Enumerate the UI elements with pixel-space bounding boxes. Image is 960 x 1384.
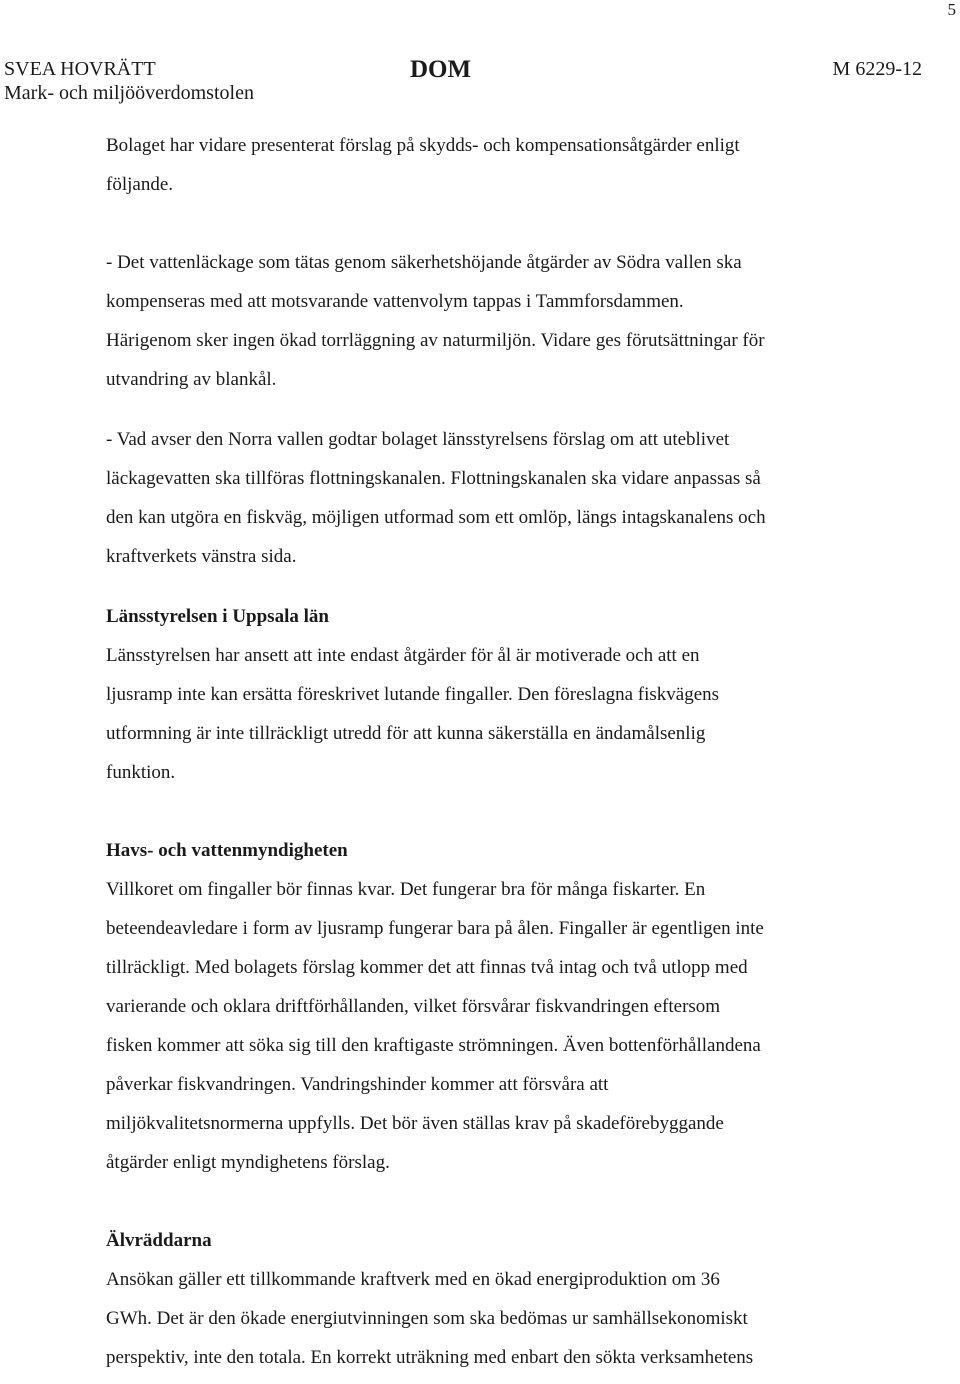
text-line: den kan utgöra en fiskväg, möjligen utformad som ett omlöp, längs intagskanalens och <box>106 507 766 528</box>
text-line: följande. <box>106 174 174 195</box>
text-line: Bolaget har vidare presenterat förslag på skydds- och kompensationsåtgärder enligt <box>106 135 740 156</box>
text-line: miljökvalitetsnormerna uppfylls. Det bör även ställas krav på skadeförebyggande <box>106 1113 724 1134</box>
text-line: läckagevatten ska tillföras flottningskanalen. Flottningskanalen ska vidare anpassas så <box>106 468 761 489</box>
intro-paragraph <box>106 126 906 204</box>
text-line: utformning är inte tillräckligt utredd för att kunna säkerställa en ändamålsenlig <box>106 723 706 744</box>
text-line: varierande och oklara driftförhållanden, vilket försvårar fiskvandringen eftersom <box>106 996 721 1017</box>
text-line: ljusramp inte kan ersätta föreskrivet lutande fingaller. Den föreslagna fiskvägens <box>106 684 720 705</box>
bullet-paragraph-north-dam <box>106 420 906 576</box>
case-number: M 6229-12 <box>832 58 922 80</box>
section-heading: Älvräddarna <box>106 1230 212 1251</box>
text-line: tillräckligt. Med bolagets förslag kommer det att finnas två intag och två utlopp med <box>106 957 748 978</box>
text-line: utvandring av blankål. <box>106 369 277 390</box>
document-body <box>106 126 906 1377</box>
text-line: - Det vattenläckage som tätas genom säkerhetshöjande åtgärder av Södra vallen ska <box>106 252 742 273</box>
text-line: - Vad avser den Norra vallen godtar bolaget länsstyrelsens förslag om att uteblivet <box>106 429 730 450</box>
text-line: funktion. <box>106 762 176 783</box>
page-number: 5 <box>947 0 956 19</box>
text-line: perspektiv, inte den totala. En korrekt uträkning med enbart den sökta verksamhetens <box>106 1347 754 1368</box>
bullet-paragraph-south-dam <box>106 243 906 399</box>
text-line: Länsstyrelsen har ansett att inte endast åtgärder för ål är motiverade och att en <box>106 645 700 666</box>
text-line: fisken kommer att söka sig till den kraftigaste strömningen. Även bottenförhållandena <box>106 1035 761 1056</box>
text-line: åtgärder enligt myndighetens förslag. <box>106 1152 390 1173</box>
text-line: kompenseras med att motsvarande vattenvolym tappas i Tammforsdammen. <box>106 291 684 312</box>
text-line: Villkoret om fingaller bör finnas kvar. Det fungerar bra för många fiskarter. En <box>106 879 706 900</box>
text-line: kraftverkets vänstra sida. <box>106 546 297 567</box>
text-line: Härigenom sker ingen ökad torrläggning av naturmiljön. Vidare ges förutsättningar för <box>106 330 765 351</box>
court-name: SVEA HOVRÄTT <box>4 58 156 80</box>
section-havs-och-vattenmyndigheten <box>106 831 906 1182</box>
section-heading: Havs- och vattenmyndigheten <box>106 840 348 861</box>
document-type: DOM <box>410 56 472 83</box>
section-lansstyrelsen <box>106 597 906 792</box>
court-division: Mark- och miljööverdomstolen <box>4 82 254 104</box>
text-line: påverkar fiskvandringen. Vandringshinder kommer att försvåra att <box>106 1074 609 1095</box>
text-line: beteendeavledare i form av ljusramp fungerar bara på ålen. Fingaller är egentligen inte <box>106 918 764 939</box>
section-alvraddarna <box>106 1221 906 1377</box>
text-line: GWh. Det är den ökade energiutvinningen som ska bedömas ur samhällsekonomiskt <box>106 1308 748 1329</box>
header-court-block <box>4 57 254 105</box>
text-line: Ansökan gäller ett tillkommande kraftverk med en ökad energiproduktion om 36 <box>106 1269 720 1290</box>
section-heading: Länsstyrelsen i Uppsala län <box>106 606 329 627</box>
